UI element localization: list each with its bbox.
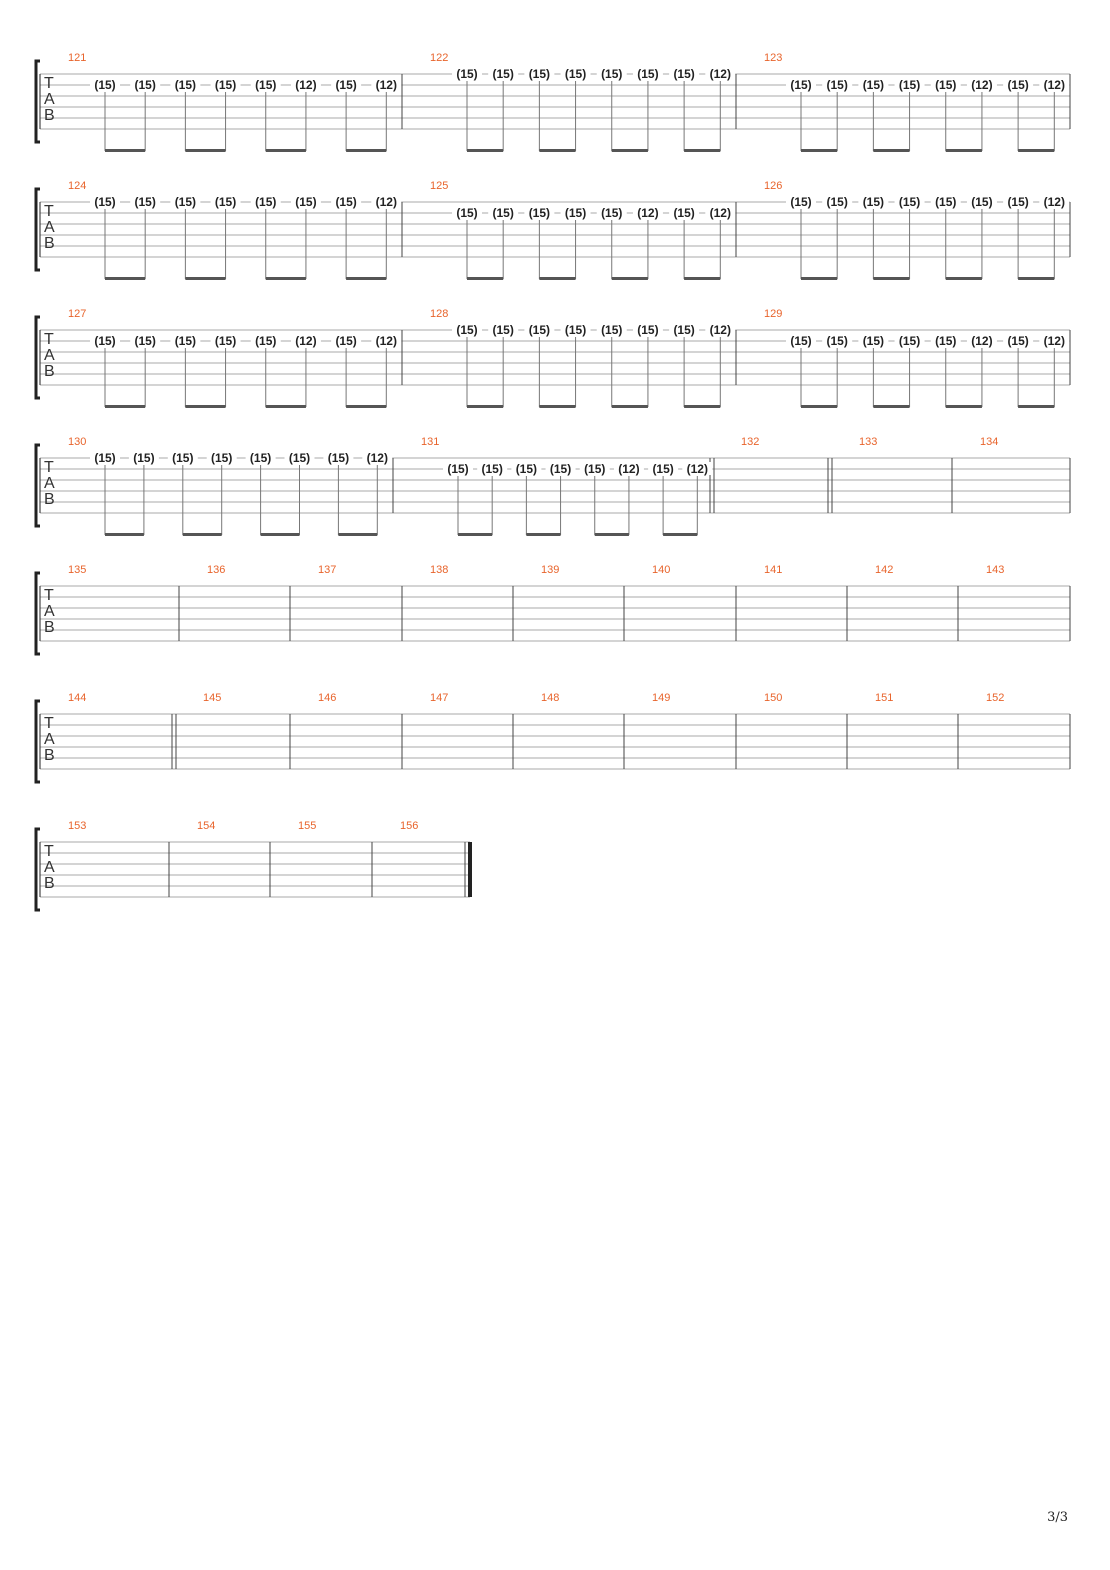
measure-number: 151 — [875, 692, 894, 704]
measure-number: 128 — [430, 308, 449, 320]
measure-number: 143 — [986, 564, 1005, 576]
fret-note: (15) — [564, 206, 587, 220]
fret-note: (15) — [492, 206, 514, 220]
measure-number: 141 — [764, 564, 783, 576]
fret-note: (15) — [335, 78, 357, 92]
fret-note: (15) — [335, 195, 357, 209]
measure-number: 148 — [541, 692, 560, 704]
system-bracket — [36, 317, 40, 398]
fret-note: (12) — [686, 462, 708, 476]
note-beam — [801, 405, 837, 408]
tab-system — [36, 180, 1070, 280]
note-beam — [612, 149, 648, 152]
fret-note: (15) — [172, 451, 194, 465]
measure-number: 149 — [652, 692, 671, 704]
fret-note: (15) — [255, 195, 277, 209]
fret-note: (12) — [375, 334, 397, 348]
fret-note: (15) — [935, 334, 957, 348]
fret-note: (15) — [898, 195, 921, 209]
note-beam — [684, 277, 720, 280]
tab-clef-letter: A — [44, 859, 55, 876]
fret-note: (15) — [335, 334, 357, 348]
system-bracket — [36, 445, 40, 526]
measure-number: 130 — [68, 436, 87, 448]
measure-number: 135 — [68, 564, 87, 576]
tab-clef-letter: T — [44, 75, 54, 92]
note-beam — [873, 277, 909, 280]
fret-note: (15) — [826, 78, 848, 92]
fret-note: (15) — [790, 78, 812, 92]
measure-number: 133 — [859, 436, 878, 448]
fret-note: (15) — [174, 78, 197, 92]
tab-clef-letter: A — [44, 91, 55, 108]
tab-clef-letter: B — [44, 491, 55, 508]
note-beam — [183, 533, 222, 536]
fret-note: (15) — [211, 451, 233, 465]
tab-clef-letter: B — [44, 235, 55, 252]
fret-note: (12) — [1043, 78, 1065, 92]
tab-system — [36, 692, 1070, 782]
final-barline-thick — [468, 842, 472, 897]
fret-note: (15) — [935, 195, 957, 209]
measure-number: 137 — [318, 564, 337, 576]
measure-number: 131 — [421, 436, 440, 448]
system-bracket — [36, 61, 40, 142]
note-beam — [346, 149, 386, 152]
fret-note: (15) — [134, 195, 156, 209]
tab-clef-letter: T — [44, 331, 54, 348]
fret-note: (15) — [826, 195, 848, 209]
fret-note: (12) — [1043, 334, 1065, 348]
note-beam — [595, 533, 629, 536]
fret-note: (15) — [935, 78, 957, 92]
measure-number: 126 — [764, 180, 783, 192]
measure-number: 146 — [318, 692, 337, 704]
tab-clef-letter: T — [44, 587, 54, 604]
fret-note: (15) — [456, 323, 478, 337]
measure-number: 123 — [764, 52, 783, 64]
fret-note: (15) — [790, 195, 812, 209]
tab-clef-letter: B — [44, 107, 55, 124]
fret-note: (15) — [862, 195, 885, 209]
fret-note: (15) — [584, 462, 606, 476]
fret-note: (15) — [564, 67, 587, 81]
fret-note: (15) — [255, 78, 277, 92]
fret-note: (15) — [492, 67, 514, 81]
note-beam — [612, 405, 648, 408]
fret-note: (15) — [174, 195, 197, 209]
fret-note: (12) — [295, 78, 317, 92]
fret-note: (15) — [255, 334, 277, 348]
fret-note: (12) — [637, 206, 659, 220]
measure-number: 134 — [980, 436, 999, 448]
system-bracket — [36, 573, 40, 654]
tab-clef-letter: T — [44, 715, 54, 732]
tab-clef-letter: A — [44, 219, 55, 236]
measure-number: 153 — [68, 820, 87, 832]
note-beam — [105, 533, 144, 536]
fret-note: (15) — [652, 462, 674, 476]
fret-note: (15) — [492, 323, 514, 337]
fret-note: (15) — [1007, 334, 1029, 348]
fret-note: (15) — [515, 462, 538, 476]
fret-note: (15) — [971, 195, 993, 209]
measure-number: 155 — [298, 820, 317, 832]
tab-system — [36, 52, 1070, 152]
measure-number: 145 — [203, 692, 222, 704]
tab-system — [36, 820, 472, 910]
fret-note: (15) — [94, 195, 116, 209]
fret-note: (15) — [295, 195, 317, 209]
tab-clef-letter: A — [44, 731, 55, 748]
note-beam — [185, 405, 225, 408]
fret-note: (15) — [214, 78, 237, 92]
note-beam — [539, 149, 575, 152]
note-beam — [346, 405, 386, 408]
fret-note: (15) — [327, 451, 350, 465]
fret-note: (15) — [790, 334, 812, 348]
fret-note: (15) — [481, 462, 503, 476]
measure-number: 129 — [764, 308, 783, 320]
tab-clef-letter: B — [44, 363, 55, 380]
measure-number: 152 — [986, 692, 1005, 704]
fret-note: (15) — [673, 323, 695, 337]
measure-number: 140 — [652, 564, 671, 576]
fret-note: (15) — [94, 78, 116, 92]
fret-note: (12) — [709, 206, 731, 220]
measure-number: 144 — [68, 692, 87, 704]
measure-number: 138 — [430, 564, 449, 576]
fret-note: (12) — [709, 67, 731, 81]
fret-note: (15) — [862, 334, 885, 348]
note-beam — [946, 405, 982, 408]
measure-number: 124 — [68, 180, 87, 192]
note-beam — [105, 405, 145, 408]
fret-note: (15) — [134, 78, 156, 92]
note-beam — [266, 149, 306, 152]
note-beam — [526, 533, 560, 536]
fret-note: (12) — [1043, 195, 1065, 209]
fret-note: (15) — [528, 67, 551, 81]
system-bracket — [36, 701, 40, 782]
note-beam — [539, 405, 575, 408]
fret-note: (15) — [673, 67, 695, 81]
tab-clef-letter: A — [44, 475, 55, 492]
fret-note: (15) — [456, 206, 478, 220]
fret-note: (15) — [94, 334, 116, 348]
note-beam — [539, 277, 575, 280]
fret-note: (15) — [1007, 195, 1029, 209]
fret-note: (15) — [447, 462, 469, 476]
tab-system — [36, 308, 1070, 408]
fret-note: (12) — [618, 462, 640, 476]
tab-clef-letter: T — [44, 843, 54, 860]
note-beam — [185, 277, 225, 280]
tab-clef-letter: T — [44, 459, 54, 476]
fret-note: (15) — [601, 206, 623, 220]
fret-note: (15) — [134, 334, 156, 348]
fret-note: (15) — [528, 323, 551, 337]
measure-number: 127 — [68, 308, 87, 320]
fret-note: (15) — [898, 78, 921, 92]
tab-clef-letter: B — [44, 875, 55, 892]
fret-note: (15) — [601, 67, 623, 81]
tab-clef-letter: A — [44, 347, 55, 364]
note-beam — [801, 149, 837, 152]
measure-number: 156 — [400, 820, 419, 832]
note-beam — [612, 277, 648, 280]
fret-note: (15) — [174, 334, 197, 348]
fret-note: (15) — [288, 451, 311, 465]
fret-note: (15) — [133, 451, 155, 465]
note-beam — [801, 277, 837, 280]
fret-note: (15) — [564, 323, 587, 337]
note-beam — [873, 149, 909, 152]
measure-number: 121 — [68, 52, 87, 64]
note-beam — [261, 533, 300, 536]
fret-note: (15) — [898, 334, 921, 348]
note-beam — [266, 277, 306, 280]
note-beam — [1018, 277, 1054, 280]
tab-clef-letter: B — [44, 747, 55, 764]
note-beam — [873, 405, 909, 408]
note-beam — [684, 149, 720, 152]
fret-note: (15) — [214, 334, 237, 348]
fret-note: (15) — [249, 451, 272, 465]
note-beam — [338, 533, 377, 536]
measure-number: 125 — [430, 180, 449, 192]
system-bracket — [36, 829, 40, 910]
measure-number: 132 — [741, 436, 760, 448]
fret-note: (12) — [295, 334, 317, 348]
tab-clef-letter: T — [44, 203, 54, 220]
fret-note: (15) — [637, 67, 659, 81]
tab-clef-letter: B — [44, 619, 55, 636]
fret-note: (15) — [94, 451, 116, 465]
note-beam — [467, 405, 503, 408]
fret-note: (15) — [673, 206, 695, 220]
fret-note: (15) — [1007, 78, 1029, 92]
page-number: 3/3 — [1047, 1510, 1068, 1525]
measure-number: 122 — [430, 52, 449, 64]
note-beam — [266, 405, 306, 408]
measure-number: 142 — [875, 564, 894, 576]
measure-number: 136 — [207, 564, 226, 576]
note-beam — [458, 533, 492, 536]
measure-number: 150 — [764, 692, 783, 704]
fret-note: (15) — [826, 334, 848, 348]
tab-clef-letter: A — [44, 603, 55, 620]
note-beam — [185, 149, 225, 152]
note-beam — [346, 277, 386, 280]
note-beam — [105, 277, 145, 280]
fret-note: (12) — [709, 323, 731, 337]
measure-number: 139 — [541, 564, 560, 576]
system-bracket — [36, 189, 40, 270]
note-beam — [663, 533, 697, 536]
measure-number: 154 — [197, 820, 216, 832]
note-beam — [946, 277, 982, 280]
note-beam — [467, 149, 503, 152]
fret-note: (15) — [528, 206, 551, 220]
fret-note: (12) — [366, 451, 388, 465]
fret-note: (12) — [971, 334, 993, 348]
note-beam — [946, 149, 982, 152]
fret-note: (15) — [214, 195, 237, 209]
tab-system — [36, 436, 1070, 536]
measure-number: 147 — [430, 692, 449, 704]
fret-note: (15) — [549, 462, 572, 476]
fret-note: (12) — [375, 78, 397, 92]
fret-note: (15) — [862, 78, 885, 92]
fret-note: (15) — [456, 67, 478, 81]
fret-note: (15) — [601, 323, 623, 337]
fret-note: (12) — [971, 78, 993, 92]
note-beam — [467, 277, 503, 280]
note-beam — [684, 405, 720, 408]
fret-note: (12) — [375, 195, 397, 209]
note-beam — [1018, 149, 1054, 152]
tab-system — [36, 564, 1070, 654]
fret-note: (15) — [637, 323, 659, 337]
note-beam — [105, 149, 145, 152]
note-beam — [1018, 405, 1054, 408]
